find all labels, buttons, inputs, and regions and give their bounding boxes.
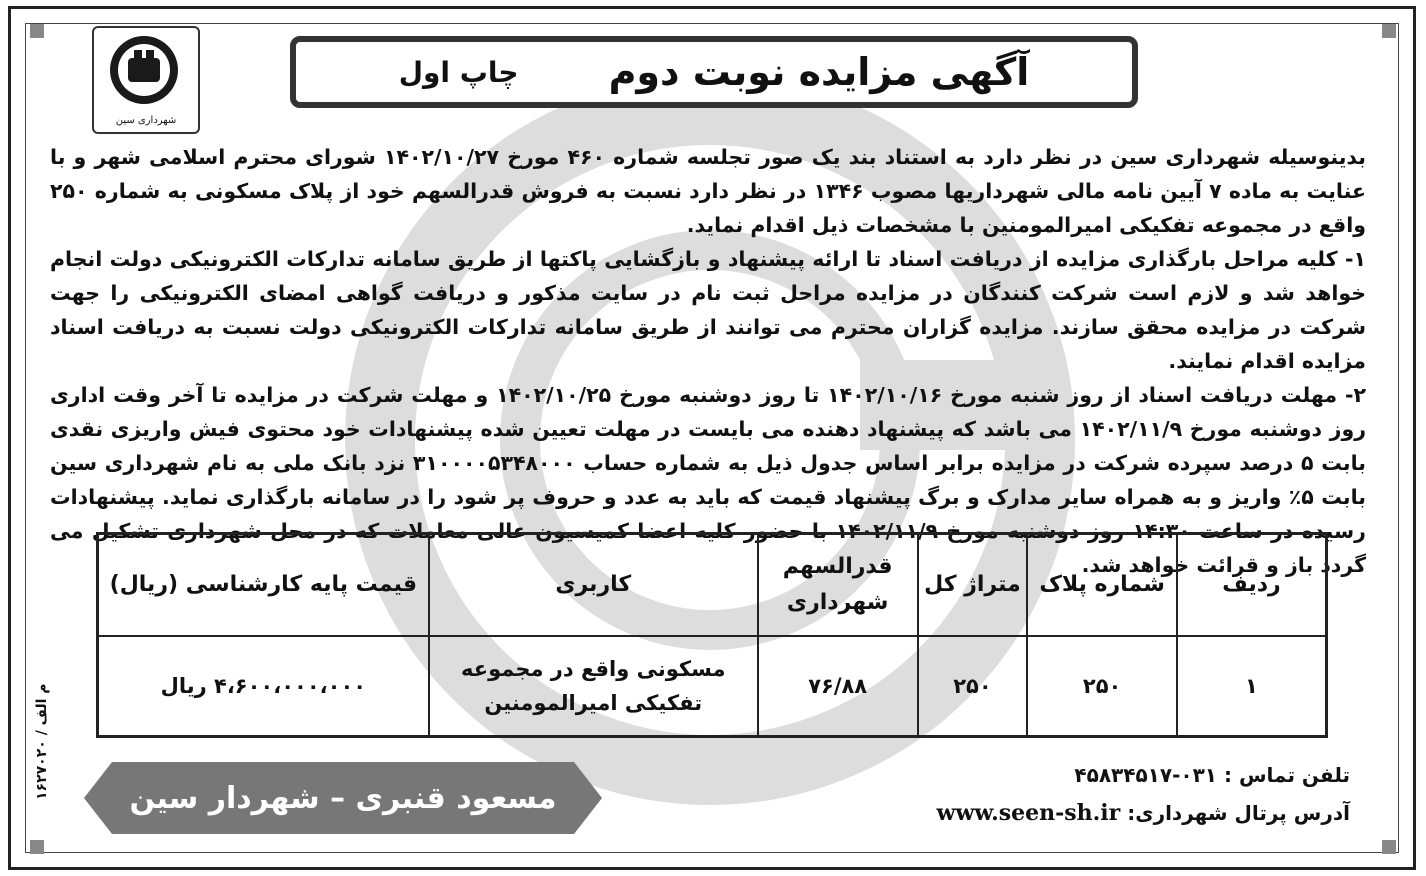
portal-label: آدرس پرتال شهرداری: <box>1127 801 1350 825</box>
intro-paragraph: بدینوسیله شهرداری سین در نظر دارد به استناد بند یک صور تجلسه شماره ۴۶۰ مورخ ۱۴۰۲/۱۰/۲۷ شورای محترم اسلامی شهر و با عنایت به ماده ۷ آیین نامه مالی شهرداریها مصوب ۱۳۴۶ در نظر دارد نسبت به فروش قدرالسهم خود از پلاک مسکونی به شماره ۲۵۰ واقع در مجموعه تفکیکی امیرالمومنین با مشخصات ذیل اقدام نماید. <box>50 145 1366 237</box>
corner-ornament <box>1382 840 1396 854</box>
header-share-line1: قدرالسهم <box>782 554 893 579</box>
header-share-line2: شهرداری <box>786 590 889 615</box>
title-box <box>290 36 1138 108</box>
logo-emblem-icon <box>94 28 194 108</box>
mayor-signature: مسعود قنبری – شهردار سین <box>129 780 557 816</box>
cell-share: ۷۶/۸۸ <box>758 636 918 737</box>
header-usage: کاربری <box>429 534 758 637</box>
phone-row <box>937 756 1351 794</box>
header-area: متراژ کل <box>918 534 1028 637</box>
phone-number: ۰۳۱-۴۵۸۳۴۵۱۷ <box>1074 763 1218 787</box>
cell-area: ۲۵۰ <box>918 636 1028 737</box>
contact-info <box>937 756 1351 832</box>
cell-usage-line1: مسکونی واقع در مجموعه <box>461 657 726 681</box>
table-row <box>98 636 1327 737</box>
portal-url[interactable]: www.seen-sh.ir <box>936 800 1121 826</box>
clause-1: ۱- کلیه مراحل بارگذاری مزایده از دریافت اسناد تا ارائه پیشنهاد و بازگشایی پاکتها از طریق سامانه تدارکات الکترونیکی دولت انجام خواهد شد و لازم است شرکت کنندگان در مزایده مراحل ثبت نام در سایت مذکور و دریافت گواهی امضای الکترونیکی را جهت شرکت در مزایده محقق سازند. مزایده گزاران محترم می توانند از طریق سامانه تدارکات الکترونیکی دولت نسبت به دریافت اسناد مزایده اقدام نمایند. <box>50 247 1366 373</box>
notice-body <box>50 140 1366 582</box>
corner-ornament <box>30 840 44 854</box>
header-share <box>758 534 918 637</box>
cell-price: ۴،۶۰۰،۰۰۰،۰۰۰ ریال <box>98 636 429 737</box>
corner-ornament <box>1382 24 1396 38</box>
cell-row-no: ۱ <box>1177 636 1327 737</box>
reference-code: ۱۶۲۷۰۲۰ / م الف <box>34 683 50 800</box>
corner-ornament <box>30 24 44 38</box>
phone-label: تلفن تماس : <box>1223 763 1350 787</box>
clause-2: ۲- مهلت دریافت اسناد از روز شنبه مورخ ۱۴۰۲/۱۰/۱۶ تا روز دوشنبه مورخ ۱۴۰۲/۱۰/۲۵ و مهلت شرکت در مزایده تا آخر وقت اداری روز دوشنبه مورخ ۱۴۰۲/۱۱/۹ می باشد که پیشنهاد دهنده می بایست در مهلت تعیین شده پیشنهادات خود محتوی فیش واریزی نقدی بابت ۵ درصد سپرده شرکت در مزایده برابر اساس جدول ذیل به شماره حساب ۳۱۰۰۰۰۵۳۴۸۰۰۰ نزد بانک ملی به نام شهرداری سین بابت ۵٪ واریز و به همراه سایر مدارک و برگ پیشنهاد قیمت که باید به عدد و حروف پر شود را در سامانه بارگذاری نماید. پیشنهادات رسیده در ساعت ۱۴:۳۰ روز دوشنبه مورخ ۱۴۰۲/۱۱/۹ با حضور کلیه اعضا کمیسیون عالی معاملات که در محل شهرداری تشکیل می گردد باز و قرائت خواهد شد. <box>50 383 1367 577</box>
header-plate-no: شماره پلاک <box>1027 534 1177 637</box>
auction-table <box>96 532 1328 738</box>
header-price: قیمت پایه کارشناسی (ریال) <box>98 534 429 637</box>
cell-usage <box>429 636 758 737</box>
municipality-logo <box>92 26 200 134</box>
header-row-no: ردیف <box>1177 534 1327 637</box>
logo-caption: شهرداری سین <box>115 115 177 126</box>
print-edition: چاپ اول <box>398 55 519 89</box>
table-header-row <box>98 534 1327 637</box>
notice-title: آگهی مزایده نوبت دوم <box>608 50 1030 94</box>
cell-plate-no: ۲۵۰ <box>1027 636 1177 737</box>
portal-row <box>937 794 1351 832</box>
cell-usage-line2: تفکیکی امیرالمومنین <box>484 691 703 715</box>
